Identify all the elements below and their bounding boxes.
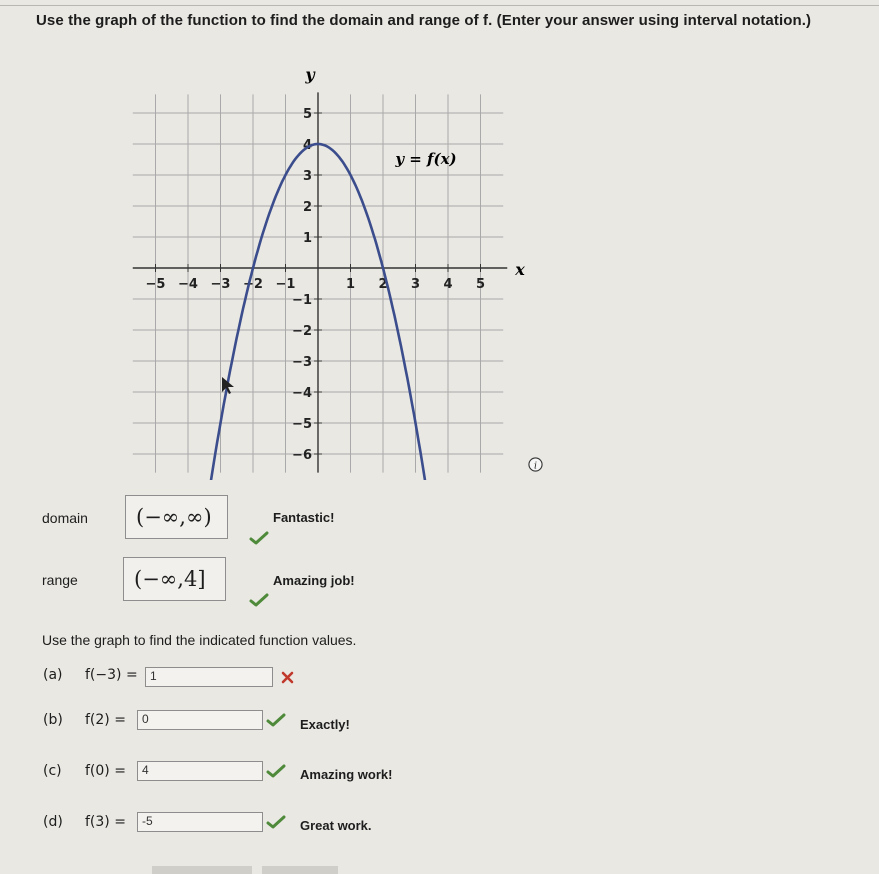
question-prompt: Use the graph of the function to find the domain and range of f. (Enter your answer using interval notation.) [36,12,812,29]
x-tick-label: 2 [378,277,388,292]
item-c-expression: f(0) = [85,763,126,779]
item-b-feedback: Exactly! [300,717,350,732]
x-tick-label: −2 [243,277,263,292]
function-curve [209,144,428,480]
y-tick-label: −2 [292,324,312,339]
checkmark-icon [266,815,286,829]
x-tick-label: −1 [275,277,296,292]
y-tick-label: 4 [302,138,312,153]
item-c-feedback: Amazing work! [300,767,393,782]
range-label: range [42,572,78,588]
item-a-expression: f(−3) = [85,667,138,683]
domain-label: domain [42,510,88,526]
x-tick-label: −5 [145,277,166,292]
item-d-expression: f(3) = [85,814,126,830]
checkmark-icon [249,531,269,545]
x-tick-label: −4 [178,277,198,292]
function-values-prompt: Use the graph to find the indicated function values. [42,632,357,648]
x-mark-icon [281,671,294,684]
domain-answer-input[interactable]: (−∞,∞) [125,495,228,539]
item-d-feedback: Great work. [300,818,372,833]
x-tick-label: −3 [210,277,231,292]
y-tick-label: −5 [292,417,312,432]
y-tick-label: −6 [292,448,312,463]
bottom-button-edge [152,866,252,874]
item-c-letter: (c) [43,763,62,779]
domain-feedback: Fantastic! [273,510,335,525]
x-tick-label: 4 [443,277,453,292]
checkmark-icon [266,764,286,778]
y-tick-label: 5 [302,107,312,122]
svg-text:i: i [534,460,537,472]
x-tick-label: 5 [475,277,486,292]
function-label: y = f(x) [395,150,457,168]
y-tick-label: −1 [292,293,312,308]
item-a-letter: (a) [43,667,63,683]
y-axis-label: y [305,65,315,84]
item-b-expression: f(2) = [85,712,126,728]
x-tick-label: 3 [410,277,421,292]
range-feedback: Amazing job! [273,573,355,588]
y-tick-label: 2 [302,200,312,215]
x-tick-label: 1 [345,277,356,292]
item-b-letter: (b) [43,712,63,728]
x-axis-label: x [515,260,525,279]
item-c-answer-input[interactable]: 4 [137,761,263,781]
info-icon[interactable] [528,457,543,472]
item-d-answer-input[interactable]: -5 [137,812,263,832]
checkmark-icon [249,593,269,607]
item-a-answer-input[interactable]: 1 [145,667,273,687]
range-answer-input[interactable]: (−∞,4] [123,557,226,601]
y-tick-label: −3 [292,355,312,370]
item-b-answer-input[interactable]: 0 [137,710,263,730]
item-d-letter: (d) [43,814,63,830]
checkmark-icon [266,713,286,727]
y-tick-label: 3 [302,169,312,184]
y-tick-label: 1 [302,231,312,246]
y-tick-label: −4 [292,386,312,401]
bottom-button-edge [262,866,338,874]
